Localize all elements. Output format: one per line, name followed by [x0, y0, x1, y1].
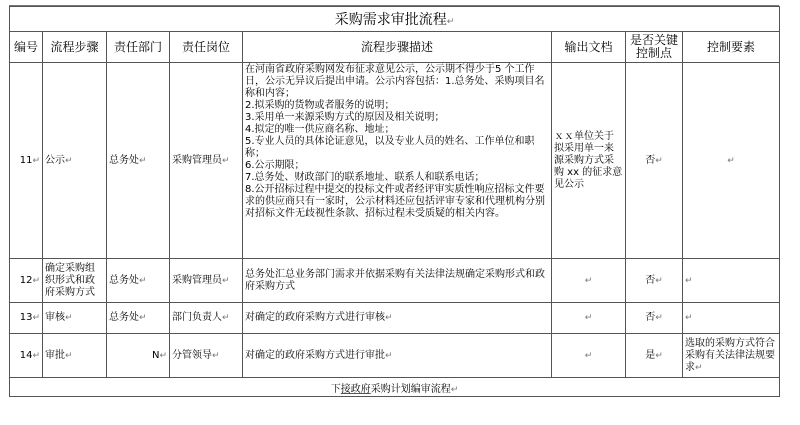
row-control: ↵ [683, 259, 780, 303]
row-output: ↵ [552, 334, 626, 378]
row-control: ↵ [683, 63, 780, 259]
row-dept: 总务处↵ [107, 259, 170, 303]
row-output: ↵ [552, 303, 626, 334]
row-description: 对确定的政府采购方式进行审核↵ [243, 303, 552, 334]
row-post: 分管领导↵ [170, 334, 243, 378]
header-output: 输出文档 [552, 32, 626, 63]
row-control: ↵ [683, 303, 780, 334]
row-description: 对确定的政府采购方式进行审批↵ [243, 334, 552, 378]
next-process-link-row: 下接政府采购计划编审流程↵ [10, 378, 780, 397]
row-step: 审批↵ [43, 334, 107, 378]
table-title: 采购需求审批流程↵ [10, 7, 780, 32]
row-output: ｘｘ单位关于拟采用单一来源采购方式采购 xx 的征求意见公示 [552, 63, 626, 259]
procurement-approval-table [9, 6, 780, 397]
row-dept: 总务处↵ [107, 303, 170, 334]
row-description: 在河南省政府采购网发布征求意见公示，公示期不得少于5 个工作日，公示无异议后提出申请。公示内容包括：1.总务处、采购项目名称和内容； 2.拟采购的货物或者服务的说明； 3.采用单一来源采购方式的原因及相关说明； 4.拟定的唯一供应商名称、地址； 5.专业人员的具体论证意见，以及专业人员的姓名、工作单位和职称； 6.公示期限； 7.总务处、财政部门的联系地址、联系人和联系电话； 8.公开招标过程中提交的投标文件或者经评审实质性响应招标文件要求的供应商只有一家时，公示材料还应包括评审专家和代理机构分别对招标文件无歧视性条款、招标过程未受质疑的相关内容。 [243, 63, 552, 259]
row-number: 14↵ [10, 334, 43, 378]
row-dept: N↵ [107, 334, 170, 378]
row-number: 11↵ [10, 63, 43, 259]
row-dept: 总务处↵ [107, 63, 170, 259]
header-row [10, 32, 780, 63]
header-key: 是否关键控制点 [626, 32, 683, 63]
row-step: 审核↵ [43, 303, 107, 334]
table-row [10, 303, 780, 334]
row-step: 公示↵ [43, 63, 107, 259]
table-row [10, 334, 780, 378]
row-number: 13↵ [10, 303, 43, 334]
row-number: 12↵ [10, 259, 43, 303]
header-no: 编号 [10, 32, 43, 63]
row-post: 采购管理员↵ [170, 259, 243, 303]
row-post: 部门负责人↵ [170, 303, 243, 334]
header-step: 流程步骤 [43, 32, 107, 63]
header-dept: 责任部门 [107, 32, 170, 63]
row-key-point: 是↵ [626, 334, 683, 378]
next-process-link[interactable]: 接政府 [340, 383, 371, 395]
row-key-point: 否↵ [626, 259, 683, 303]
row-output: ↵ [552, 259, 626, 303]
row-step: 确定采购组织形式和政府采购方式 [43, 259, 107, 303]
row-control: 选取的采购方式符合采购有关法律法规要求↵ [683, 334, 780, 378]
table-row [10, 63, 780, 259]
table-row [10, 259, 780, 303]
row-description: 总务处汇总业务部门需求并依据采购有关法律法规确定采购形式和政府采购方式 [243, 259, 552, 303]
header-desc: 流程步骤描述 [243, 32, 552, 63]
row-post: 采购管理员↵ [170, 63, 243, 259]
row-key-point: 否↵ [626, 303, 683, 334]
header-post: 责任岗位 [170, 32, 243, 63]
header-control: 控制要素 [683, 32, 780, 63]
row-key-point: 否↵ [626, 63, 683, 259]
